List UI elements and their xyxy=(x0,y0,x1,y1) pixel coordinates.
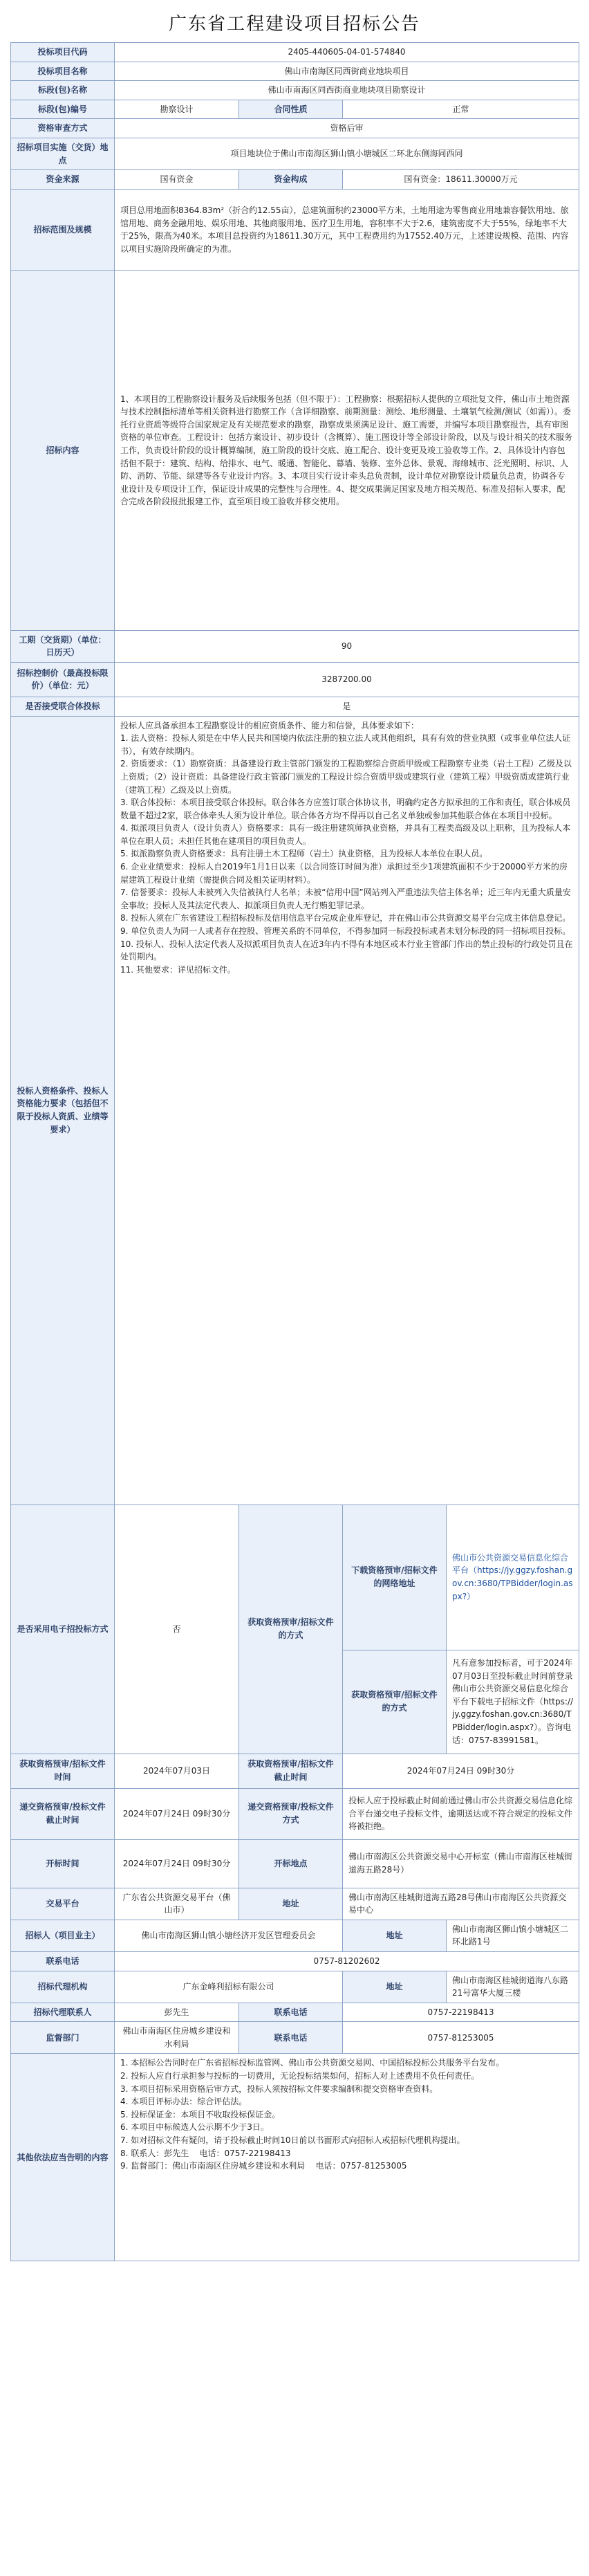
qual-method: 资格后审 xyxy=(115,119,579,138)
row-supervisor: 监督部门 佛山市南海区住房城乡建设和水利局 联系电话 0757-81253005 xyxy=(11,2022,579,2054)
fund-source: 国有资金 xyxy=(115,170,239,190)
row-tenderer-phone: 联系电话 0757-81202602 xyxy=(11,1951,579,1971)
row-doc-get: 获取资格预审/招标文件时间 2024年07月03日 获取资格预审/招标文件截止时间 2024年07月24日 09时30分 xyxy=(11,1754,579,1788)
section-status: 正常 xyxy=(343,100,579,119)
supervisor-name: 佛山市南海区住房城乡建设和水利局 xyxy=(115,2022,239,2054)
row-electronic: 是否采用电子招投标方式 否 获取资格预审/招标文件的方式 下载资格预审/招标文件的网络地址 佛山市公共资源交易信息化综合平台（https://jy.ggzy.foshan.gov.cn:3680/TPBidder/login.aspx?） xyxy=(11,1505,579,1650)
joint: 是 xyxy=(115,697,579,716)
row-content: 招标内容 1、本项目的工程勘察设计服务及后续服务包括（但不限于）：工程勘察：根据招标人提供的立项批复文件，佛山市土地资源与技术控制指标清单等相关资料进行勘察工作（含详细勘察、前期测量：测绘、地形测量、土壤氡气检测/测试（如需））。委托行业资质等级符合国家规定及有关规范要求的勘察，勘察成果须满足设计、施工需要，并编写本项目勘察报告，具有审图资格的单位审查。工程设计：包括方案设计、初步设计（含概算）、施工图设计等全部设计阶段，以及与设计相关的技术服务工作，负责设计阶段的设计概算编制，施工阶段的设计交底、施工配合、设计变更及竣工验收等工作。2、具体设计内容包括但不限于：建筑、结构、给排水、电气、暖通、智能化、幕墙、装修、室外总体、景观、海绵城市、泛光照明、标识、人防、消防、节能、绿建等各专业设计内容。3、本项目实行设计牵头总负责制，设计单位对勘察设计质量负总责，协调各专业设计及专项设计工作，保证设计成果的完整性与合理性。4、提交成果满足国家及地方相关规范、标准及招标人要求，配合完成各阶段报批报建工作，直至项目竣工验收并移交使用。 xyxy=(11,270,579,630)
row-max-price: 招标控制价（最高投标限价）（单位：元） 3287200.00 xyxy=(11,662,579,697)
row-scope: 招标范围及规模 项目总用地面积8364.83m²（折合约12.55亩），总建筑面积约23000平方米，土地用途为零售商业用地兼容餐饮用地、旅馆用地、商务金融用地、娱乐用地、其他商服用地、医疗卫生用地，容积率不大于2.6，建筑密度不大于55%，绿地率不大于25%，限高为40米。本项目总投资约为18611.30万元，其中工程费用约为17552.40万元，上述建设规模、范围、内容以项目实施阶段所确定的为准。 xyxy=(11,189,579,270)
row-trading-center: 交易平台 广东省公共资源交易平台（佛山市） 地址 佛山市南海区桂城街道海五路28号佛山市南海区公共资源交易中心 xyxy=(11,1888,579,1920)
doc-get-end: 2024年07月24日 09时30分 xyxy=(343,1754,579,1788)
label-project-code: 投标项目代码 xyxy=(11,43,115,62)
tenderer-phone: 0757-81202602 xyxy=(115,1951,579,1971)
row-submit: 递交资格预审/投标文件截止时间 2024年07月24日 09时30分 递交资格预审/投标文件方式 投标人应于投标截止时间前通过佛山市公共资源交易信息化综合平台递交电子投标文件，逾期送达或不符合规定的投标文件将被拒绝。 xyxy=(11,1788,579,1839)
location: 项目地块位于佛山市南海区狮山镇小塘城区二环北东侧海同西同 xyxy=(115,138,579,169)
row-section-code: 标段(包)编号 勘察设计 合同性质 正常 xyxy=(11,100,579,119)
row-agent: 招标代理机构 广东金峰利招标有限公司 地址 佛山市南海区桂城街道海八东路21号富华大厦三楼 xyxy=(11,1971,579,2003)
max-price: 3287200.00 xyxy=(115,662,579,697)
page-title: 广东省工程建设项目招标公告 xyxy=(168,14,420,35)
row-bidder-req: 投标人资格条件、投标人资格能力要求（包括但不限于投标人资质、业绩等要求） 投标人应具备承担本工程勘察设计的相应资质条件、能力和信誉，具体要求如下： 1. 法人资格：投标人须是在中华人民共和国境内依法注册的独立法人或其他组织，具有有效的营业执照（或事业单位法人证书），有效存续期内。 2. 资质要求：（1）勘察资质：具备建设行政主管部门颁发的工程勘察综合资质甲级或工程勘察专业类（岩土工程）乙级及以上资质；（2）设计资质：具备建设行政主管部门颁发的工程设计综合资质甲级或建筑行业（建筑工程）甲级资质或建筑行业（建筑工程）乙级及以上资质。 3. 联合体投标：本项目接受联合体投标。联合体各方应签订联合体协议书，明确约定各方拟承担的工作和责任，联合体成员数量不超过2家，联合体牵头人须为设计单位。联合体各方均不得再以自己名义单独或参加其他联合体在本项目中投标。 4. 拟派项目负责人（设计负责人）资格要求：具有一级注册建筑师执业资格，并具有工程类高级及以上职称，且为投标人本单位在职人员；未担任其他在建项目的项目负责人。 5. 拟派勘察负责人资格要求：具有注册土木工程师（岩土）执业资格，且为投标人本单位在职人员。 6. 企业业绩要求：投标人自2019年1月1日以来（以合同签订时间为准）承担过至少1项建筑面积不少于20000平方米的房屋建筑工程设计业绩（需提供合同及相关证明材料）。 7. 信誉要求：投标人未被列入失信被执行人名单；未被“信用中国”网站列入严重违法失信主体名单；近三年内无重大质量安全事故；投标人及其法定代表人、拟派项目负责人无行贿犯罪记录。 8. 投标人须在广东省建设工程招标投标及信用信息平台完成企业库登记，并在佛山市公共资源交易平台完成主体信息登记。 9. 单位负责人为同一人或者存在控股、管理关系的不同单位，不得参加同一标段投标或者未划分标段的同一招标项目投标。 10. 投标人、投标人法定代表人及拟派项目负责人在近3年内不得有本地区或本行业主管部门作出的禁止投标的行政处罚且在处罚期内。 11. 其他要求：详见招标文件。 xyxy=(11,716,579,1505)
row-electronic-2: 获取资格预审/招标文件的方式 凡有意参加投标者，可于2024年07月03日至投标截止时间前登录佛山市公共资源交易信息化综合平台下载电子招标文件（https://jy.ggzy.foshan.gov.cn:3680/TPBidder/login.aspx?）。咨询电话：0757-83991581。 xyxy=(11,1650,579,1754)
supervisor-phone: 0757-81253005 xyxy=(343,2022,579,2054)
submit-method: 投标人应于投标截止时间前通过佛山市公共资源交易信息化综合平台递交电子投标文件，逾期送达或不符合规定的投标文件将被拒绝。 xyxy=(343,1788,579,1839)
row-tenderer: 招标人（项目业主） 佛山市南海区狮山镇小塘经济开发区管理委员会 地址 佛山市南海区狮山镇小塘城区二环北路1号 xyxy=(11,1920,579,1951)
content: 1、本项目的工程勘察设计服务及后续服务包括（但不限于）：工程勘察：根据招标人提供的立项批复文件，佛山市土地资源与技术控制指标清单等相关资料进行勘察工作（含详细勘察、前期测量：测绘、地形测量、土壤氡气检测/测试（如需））。委托行业资质等级符合国家规定及有关规范要求的勘察，勘察成果须满足设计、施工需要，并编写本项目勘察报告，具有审图资格的单位审查。工程设计：包括方案设计、初步设计（含概算）、施工图设计等全部设计阶段，以及与设计相关的技术服务工作，负责设计阶段的设计概算编制，施工阶段的设计交底、施工配合、设计变更及竣工验收等工作。2、具体设计内容包括但不限于：建筑、结构、给排水、电气、暖通、智能化、幕墙、装修、室外总体、景观、海绵城市、泛光照明、标识、人防、消防、节能、绿建等各专业设计内容。3、本项目实行设计牵头总负责制，设计单位对勘察设计质量负总责，协调各专业设计及专项设计工作，保证设计成果的完整性与合理性。4、提交成果满足国家及地方相关规范、标准及招标人要求，配合完成各阶段报批报建工作，直至项目竣工验收并移交使用。 xyxy=(115,270,579,630)
contact-name: 彭先生 xyxy=(115,2003,239,2022)
project-code: 2405-440605-04-01-574840 xyxy=(115,43,579,62)
row-contact: 招标代理联系人 彭先生 联系电话 0757-22198413 xyxy=(11,2003,579,2022)
electronic: 否 xyxy=(115,1505,239,1754)
fund-value: 国有资金：18611.30000万元 xyxy=(343,170,579,190)
row-section-name: 标段(包)名称 佛山市南海区同西街商业地块项目勘察设计 xyxy=(11,81,579,100)
scope: 项目总用地面积8364.83m²（折合约12.55亩），总建筑面积约23000平方米，土地用途为零售商业用地兼容餐饮用地、旅馆用地、商务金融用地、娱乐用地、其他商服用地、医疗卫生用地，容积率不大于2.6，建筑密度不大于55%，绿地率不大于25%，限高为40米。本项目总投资约为18611.30万元，其中工程费用约为17552.40万元，上述建设规模、范围、内容以项目实施阶段所确定的为准。 xyxy=(115,189,579,270)
row-qual-method: 资格审查方式 资格后审 xyxy=(11,119,579,138)
row-project-code xyxy=(11,43,579,62)
duration: 90 xyxy=(115,630,579,662)
project-name: 佛山市南海区同西街商业地块项目 xyxy=(115,62,579,81)
tenderer-name: 佛山市南海区狮山镇小塘经济开发区管理委员会 xyxy=(115,1920,343,1951)
doc-get-method: 凡有意参加投标者，可于2024年07月03日至投标截止时间前登录佛山市公共资源交易信息化综合平台下载电子招标文件（https://jy.ggzy.foshan.gov.cn:3680/TPBidder/login.aspx?）。咨询电话：0757-83991581。 xyxy=(447,1650,579,1754)
announcement-table xyxy=(10,42,579,2261)
section-name: 佛山市南海区同西街商业地块项目勘察设计 xyxy=(115,81,579,100)
agent-address: 佛山市南海区桂城街道海八东路21号富华大厦三楼 xyxy=(447,1971,579,2003)
row-other: 其他依法应当告明的内容 1. 本招标公告同时在广东省招标投标监管网、佛山市公共资源交易网、中国招标投标公共服务平台发布。 2. 投标人应自行承担参与投标的一切费用，无论投标结果如何，招标人对上述费用不负任何责任。 3. 本项目招标采用资格后审方式，投标人须按招标文件要求编制和提交资格审查资料。 4. 本项目评标办法：综合评估法。 5. 投标保证金：本项目不收取投标保证金。 6. 本项目中标候选人公示期不少于3日。 7. 如对招标文件有疑问，请于投标截止时间10日前以书面形式向招标人或招标代理机构提出。 8. 联系人：彭先生 电话：0757-22198413 9. 监督部门：佛山市南海区住房城乡建设和水利局 电话：0757-81253005 xyxy=(11,2054,579,2261)
other-info: 1. 本招标公告同时在广东省招标投标监管网、佛山市公共资源交易网、中国招标投标公共服务平台发布。 2. 投标人应自行承担参与投标的一切费用，无论投标结果如何，招标人对上述费用不负任何责任。 3. 本项目招标采用资格后审方式，投标人须按招标文件要求编制和提交资格审查资料。 4. 本项目评标办法：综合评估法。 5. 投标保证金：本项目不收取投标保证金。 6. 本项目中标候选人公示期不少于3日。 7. 如对招标文件有疑问，请于投标截止时间10日前以书面形式向招标人或招标代理机构提出。 8. 联系人：彭先生 电话：0757-22198413 9. 监督部门：佛山市南海区住房城乡建设和水利局 电话：0757-81253005 xyxy=(115,2054,579,2261)
row-fund: 资金来源 国有资金 资金构成 国有资金：18611.30000万元 xyxy=(11,170,579,190)
doc-get-start: 2024年07月03日 xyxy=(115,1754,239,1788)
doc-download-link[interactable]: 佛山市公共资源交易信息化综合平台（https://jy.ggzy.foshan.gov.cn:3680/TPBidder/login.aspx?） xyxy=(447,1505,579,1650)
row-opening: 开标时间 2024年07月24日 09时30分 开标地点 佛山市南海区公共资源交易中心开标室（佛山市南海区桂城街道海五路28号） xyxy=(11,1839,579,1888)
section-code: 勘察设计 xyxy=(115,100,239,119)
row-project-name: 投标项目名称 佛山市南海区同西街商业地块项目 xyxy=(11,62,579,81)
opening-time: 2024年07月24日 09时30分 xyxy=(115,1839,239,1888)
bidder-req: 投标人应具备承担本工程勘察设计的相应资质条件、能力和信誉，具体要求如下： 1. 法人资格：投标人须是在中华人民共和国境内依法注册的独立法人或其他组织，具有有效的营业执照（或事业单位法人证书），有效存续期内。 2. 资质要求：（1）勘察资质：具备建设行政主管部门颁发的工程勘察综合资质甲级或工程勘察专业类（岩土工程）乙级及以上资质；（2）设计资质：具备建设行政主管部门颁发的工程设计综合资质甲级或建筑行业（建筑工程）甲级资质或建筑行业（建筑工程）乙级及以上资质。 3. 联合体投标：本项目接受联合体投标。联合体各方应签订联合体协议书，明确约定各方拟承担的工作和责任，联合体成员数量不超过2家，联合体牵头人须为设计单位。联合体各方均不得再以自己名义单独或参加其他联合体在本项目中投标。 4. 拟派项目负责人（设计负责人）资格要求：具有一级注册建筑师执业资格，并具有工程类高级及以上职称，且为投标人本单位在职人员；未担任其他在建项目的项目负责人。 5. 拟派勘察负责人资格要求：具有注册土木工程师（岩土）执业资格，且为投标人本单位在职人员。 6. 企业业绩要求：投标人自2019年1月1日以来（以合同签订时间为准）承担过至少1项建筑面积不少于20000平方米的房屋建筑工程设计业绩（需提供合同及相关证明材料）。 7. 信誉要求：投标人未被列入失信被执行人名单；未被“信用中国”网站列入严重违法失信主体名单；近三年内无重大质量安全事故；投标人及其法定代表人、拟派项目负责人无行贿犯罪记录。 8. 投标人须在广东省建设工程招标投标及信用信息平台完成企业库登记，并在佛山市公共资源交易平台完成主体信息登记。 9. 单位负责人为同一人或者存在控股、管理关系的不同单位，不得参加同一标段投标或者未划分标段的同一招标项目投标。 10. 投标人、投标人法定代表人及拟派项目负责人在近3年内不得有本地区或本行业主管部门作出的禁止投标的行政处罚且在处罚期内。 11. 其他要求：详见招标文件。 xyxy=(115,716,579,1505)
row-location: 招标项目实施（交货）地点 项目地块位于佛山市南海区狮山镇小塘城区二环北东侧海同西同 xyxy=(11,138,579,169)
tenderer-address: 佛山市南海区狮山镇小塘城区二环北路1号 xyxy=(447,1920,579,1951)
trading-center-address: 佛山市南海区桂城街道海五路28号佛山市南海区公共资源交易中心 xyxy=(343,1888,579,1920)
opening-place: 佛山市南海区公共资源交易中心开标室（佛山市南海区桂城街道海五路28号） xyxy=(343,1839,579,1888)
row-joint: 是否接受联合体投标 是 xyxy=(11,697,579,716)
contact-phone: 0757-22198413 xyxy=(343,2003,579,2022)
agent-name: 广东金峰利招标有限公司 xyxy=(115,1971,343,2003)
row-duration: 工期（交货期）（单位：日历天） 90 xyxy=(11,630,579,662)
submit-time: 2024年07月24日 09时30分 xyxy=(115,1788,239,1839)
trading-center: 广东省公共资源交易平台（佛山市） xyxy=(115,1888,239,1920)
